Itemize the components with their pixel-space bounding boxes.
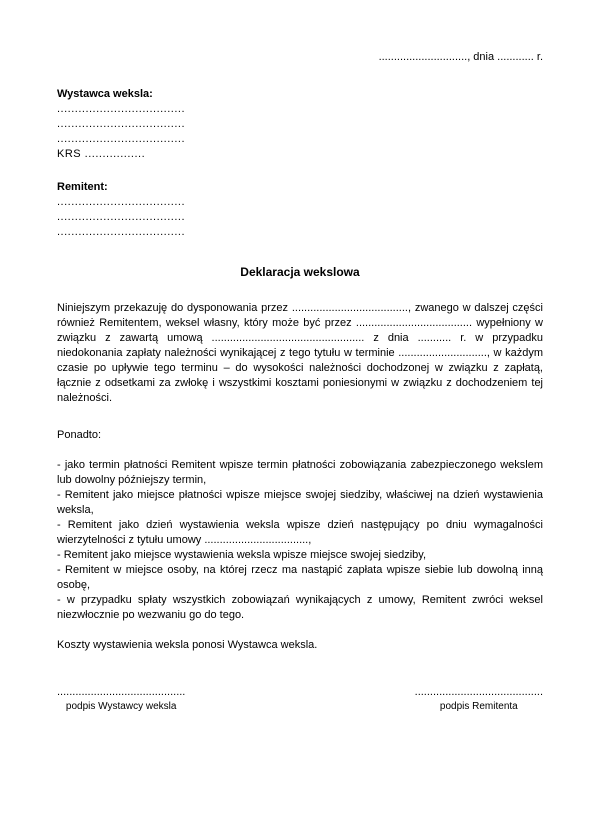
list-item-payee-person: - Remitent w miejsce osoby, na której rzecz ma nastąpić zapłata wpisze siebie lub dowolną inną osobę, [57, 564, 543, 591]
drawer-blank-line-3: .................................... [57, 133, 186, 145]
drawer-blank-line-1: .................................... [57, 103, 186, 115]
list-item-issue-day: - Remitent jako dzień wystawienia weksla wpisze dzień następujący po dniu wymagalności wierzytelności z tytułu umowy .................................., [57, 519, 543, 546]
drawer-label: Wystawca weksla: [57, 88, 153, 100]
drawer-blank-line-2: .................................... [57, 118, 186, 130]
intro-paragraph: Niniejszym przekazuję do dysponowania przez ......................................, zwanego w dalszej części również Remitentem, weksel własny, który może być przez ...................................... wypełniony w związku z zawartą umową .................................................. z dnia ........... r. w przypadku niedokonania zapłaty należności wynikającej z tego tytułu w terminie ............................., w każdym czasie po upływie tego terminu – do wysokości należności dochodzonej w związku z zapłatą, łącznie z odsetkami za zwłokę i wszystkimi kosztami poniesionymi w związku z dochodzeniem tej należności. [57, 302, 543, 404]
list-item-return-weksel: - w przypadku spłaty wszystkich zobowiązań wynikających z umowy, Remitent zwróci weksel niezwłocznie po wezwaniu go do tego. [57, 594, 543, 621]
drawer-signature-line: .......................................... [57, 686, 186, 698]
date-line: ............................., dnia ............ r. [378, 51, 543, 63]
remitent-signature-block [415, 685, 543, 714]
remitent-blank-line-3: .................................... [57, 226, 186, 238]
remitent-blank-line-2: .................................... [57, 211, 186, 223]
document-title: Deklaracja wekslowa [240, 265, 360, 279]
remitent-blank-line-1: .................................... [57, 196, 186, 208]
remitent-signature-line: .......................................... [414, 686, 543, 698]
signatures-row [57, 685, 543, 714]
drawer-signature-label: podpis Wystawcy weksla [65, 701, 177, 712]
drawer-signature-block [57, 685, 185, 714]
remitent-label: Remitent: [57, 181, 108, 193]
list-item-payment-place: - Remitent jako miejsce płatności wpisze miejsce swojej siedziby, właściwej na dzień wystawienia weksla, [57, 489, 543, 516]
ponadto-label: Ponadto: [57, 429, 102, 441]
remitent-signature-label: podpis Remitenta [439, 701, 518, 712]
list-item-payment-term: - jako termin płatności Remitent wpisze termin płatności zobowiązania zabezpieczonego wekslem lub dowolny późniejszy termin, [57, 459, 543, 486]
drawer-section [57, 87, 543, 162]
drawer-krs-line: KRS ................. [57, 148, 146, 160]
remitent-section [57, 180, 543, 240]
list-item-issue-place: - Remitent jako miejsce wystawienia weksla wpisze miejsce swojej siedziby, [57, 549, 427, 561]
costs-line: Koszty wystawienia weksla ponosi Wystawca weksla. [57, 639, 318, 651]
conditions-list [57, 458, 543, 623]
